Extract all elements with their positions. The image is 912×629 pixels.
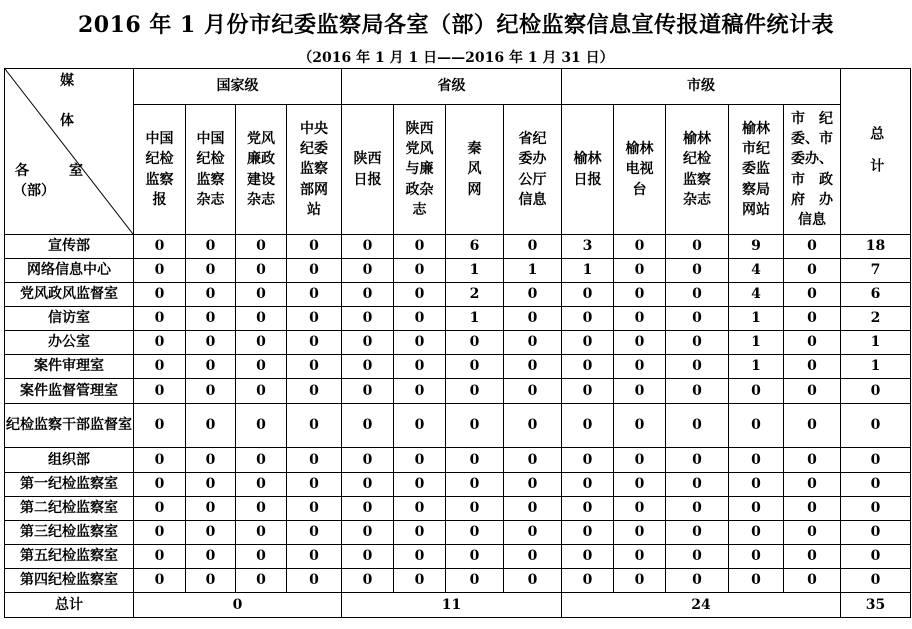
count-cell: 0 — [614, 331, 666, 355]
count-cell: 0 — [729, 404, 784, 448]
department-name: 党风政风监督室 — [5, 283, 134, 307]
count-cell: 1 — [729, 331, 784, 355]
media-header-label: 省纪 委办 公厅 信息 — [518, 130, 547, 208]
row-total: 0 — [841, 448, 911, 473]
table-title: 2016 年 1 月份市纪委监察局各室（部）纪检监察信息宣传报道稿件统计表 — [77, 12, 835, 38]
count-cell: 0 — [562, 569, 614, 593]
count-cell: 0 — [134, 497, 186, 521]
count-cell: 0 — [729, 497, 784, 521]
count-cell: 0 — [236, 404, 287, 448]
count-cell: 0 — [784, 283, 841, 307]
count-cell: 0 — [446, 355, 504, 379]
count-cell: 0 — [342, 235, 394, 259]
corner-media: 媒 — [60, 73, 74, 89]
media-header — [446, 105, 504, 235]
count-cell: 0 — [729, 448, 784, 473]
table-row — [5, 259, 911, 283]
count-cell: 0 — [666, 379, 729, 404]
count-cell: 0 — [186, 545, 236, 569]
count-cell: 0 — [504, 569, 562, 593]
media-header — [784, 105, 841, 235]
count-cell: 0 — [134, 355, 186, 379]
group-national: 国家级 — [134, 69, 342, 105]
table-row — [5, 448, 911, 473]
count-cell: 0 — [784, 355, 841, 379]
corner-bu: （部） — [13, 183, 55, 199]
count-cell: 0 — [134, 379, 186, 404]
count-cell: 0 — [287, 379, 342, 404]
count-cell: 0 — [446, 404, 504, 448]
count-cell: 0 — [614, 545, 666, 569]
count-cell: 0 — [287, 331, 342, 355]
count-cell: 1 — [729, 307, 784, 331]
count-cell: 0 — [287, 473, 342, 497]
count-cell: 0 — [134, 521, 186, 545]
count-cell: 0 — [614, 379, 666, 404]
media-header-label: 中央 纪委 监察 部网 站 — [300, 120, 328, 218]
count-cell: 0 — [666, 545, 729, 569]
count-cell: 0 — [446, 521, 504, 545]
count-cell: 0 — [134, 473, 186, 497]
count-cell: 0 — [784, 379, 841, 404]
count-cell: 1 — [562, 259, 614, 283]
count-cell: 0 — [562, 283, 614, 307]
total-header — [841, 69, 911, 235]
count-cell: 0 — [784, 404, 841, 448]
row-total: 0 — [841, 473, 911, 497]
row-total: 18 — [841, 235, 911, 259]
count-cell: 0 — [614, 355, 666, 379]
count-cell: 0 — [562, 379, 614, 404]
count-cell: 0 — [729, 521, 784, 545]
group-provincial: 省级 — [342, 69, 562, 105]
table-row — [5, 307, 911, 331]
count-cell: 0 — [666, 521, 729, 545]
count-cell: 0 — [236, 235, 287, 259]
count-cell: 0 — [236, 379, 287, 404]
table-row — [5, 331, 911, 355]
table-row — [5, 404, 911, 448]
count-cell: 0 — [287, 235, 342, 259]
summary-provincial: 11 — [342, 593, 562, 618]
media-header — [614, 105, 666, 235]
summary-total: 35 — [841, 593, 911, 618]
count-cell: 0 — [784, 473, 841, 497]
count-cell: 0 — [134, 283, 186, 307]
count-cell: 0 — [504, 283, 562, 307]
count-cell: 0 — [342, 404, 394, 448]
count-cell: 0 — [394, 569, 446, 593]
count-cell: 0 — [394, 235, 446, 259]
row-total: 0 — [841, 569, 911, 593]
count-cell: 0 — [504, 448, 562, 473]
count-cell: 0 — [236, 307, 287, 331]
department-name: 办公室 — [5, 331, 134, 355]
media-header — [287, 105, 342, 235]
count-cell: 3 — [562, 235, 614, 259]
count-cell: 0 — [614, 569, 666, 593]
count-cell: 1 — [729, 355, 784, 379]
count-cell: 0 — [186, 473, 236, 497]
count-cell: 0 — [666, 283, 729, 307]
department-name: 宣传部 — [5, 235, 134, 259]
count-cell: 0 — [342, 259, 394, 283]
count-cell: 0 — [666, 307, 729, 331]
count-cell: 0 — [784, 448, 841, 473]
media-header — [504, 105, 562, 235]
count-cell: 0 — [342, 473, 394, 497]
count-cell: 0 — [784, 259, 841, 283]
summary-label: 总计 — [5, 593, 134, 618]
count-cell: 9 — [729, 235, 784, 259]
count-cell: 0 — [562, 355, 614, 379]
count-cell: 6 — [446, 235, 504, 259]
count-cell: 0 — [614, 448, 666, 473]
count-cell: 0 — [504, 521, 562, 545]
count-cell: 0 — [236, 521, 287, 545]
media-header — [342, 105, 394, 235]
count-cell: 0 — [186, 379, 236, 404]
count-cell: 0 — [186, 569, 236, 593]
department-name: 案件审理室 — [5, 355, 134, 379]
count-cell: 0 — [342, 521, 394, 545]
count-cell: 1 — [504, 259, 562, 283]
count-cell: 0 — [134, 259, 186, 283]
count-cell: 0 — [394, 259, 446, 283]
count-cell: 0 — [666, 569, 729, 593]
row-total: 2 — [841, 307, 911, 331]
count-cell: 0 — [236, 545, 287, 569]
count-cell: 0 — [446, 331, 504, 355]
count-cell: 0 — [236, 283, 287, 307]
count-cell: 0 — [394, 331, 446, 355]
count-cell: 0 — [504, 545, 562, 569]
count-cell: 0 — [134, 404, 186, 448]
corner-shi: 室 — [69, 163, 83, 179]
count-cell: 0 — [394, 448, 446, 473]
count-cell: 0 — [186, 259, 236, 283]
count-cell: 0 — [666, 448, 729, 473]
department-name: 纪检监察干部监督室 — [5, 404, 134, 448]
count-cell: 0 — [504, 404, 562, 448]
count-cell: 0 — [729, 473, 784, 497]
count-cell: 0 — [394, 521, 446, 545]
count-cell: 0 — [186, 521, 236, 545]
department-name: 信访室 — [5, 307, 134, 331]
department-name: 第四纪检监察室 — [5, 569, 134, 593]
count-cell: 0 — [729, 379, 784, 404]
count-cell: 0 — [784, 521, 841, 545]
count-cell: 1 — [446, 307, 504, 331]
count-cell: 0 — [134, 307, 186, 331]
department-name: 第五纪检监察室 — [5, 545, 134, 569]
count-cell: 0 — [614, 497, 666, 521]
count-cell: 0 — [287, 307, 342, 331]
date-range: （2016 年 1 月 1 日——2016 年 1 月 31 日） — [298, 50, 614, 66]
count-cell: 0 — [614, 473, 666, 497]
count-cell: 0 — [784, 235, 841, 259]
count-cell: 0 — [394, 497, 446, 521]
count-cell: 0 — [186, 307, 236, 331]
media-header — [666, 105, 729, 235]
count-cell: 0 — [236, 331, 287, 355]
count-cell: 0 — [342, 379, 394, 404]
count-cell: 0 — [562, 521, 614, 545]
count-cell: 0 — [342, 283, 394, 307]
count-cell: 0 — [134, 569, 186, 593]
count-cell: 0 — [342, 497, 394, 521]
media-header — [236, 105, 287, 235]
media-header — [729, 105, 784, 235]
table-row — [5, 545, 911, 569]
media-header — [562, 105, 614, 235]
count-cell: 0 — [666, 404, 729, 448]
count-cell: 0 — [666, 355, 729, 379]
media-header-label: 陕西 党风 与廉 政杂 志 — [405, 120, 434, 218]
count-cell: 0 — [287, 283, 342, 307]
count-cell: 0 — [186, 448, 236, 473]
count-cell: 0 — [186, 331, 236, 355]
count-cell: 0 — [394, 473, 446, 497]
department-name: 第一纪检监察室 — [5, 473, 134, 497]
count-cell: 0 — [186, 404, 236, 448]
count-cell: 0 — [784, 569, 841, 593]
media-header-label: 榆林 日报 — [573, 151, 602, 188]
count-cell: 0 — [236, 473, 287, 497]
count-cell: 0 — [287, 521, 342, 545]
row-total: 0 — [841, 497, 911, 521]
count-cell: 0 — [562, 404, 614, 448]
media-header-label: 党风 廉政 建设 杂志 — [247, 130, 275, 208]
department-name: 案件监督管理室 — [5, 379, 134, 404]
count-cell: 1 — [446, 259, 504, 283]
count-cell: 0 — [504, 379, 562, 404]
media-header-label: 榆林 电视 台 — [625, 141, 654, 198]
count-cell: 0 — [666, 497, 729, 521]
count-cell: 0 — [236, 259, 287, 283]
count-cell: 0 — [236, 448, 287, 473]
count-cell: 0 — [666, 473, 729, 497]
media-header-label: 市 纪 委、市 委办、 市 政 府 办 信息 — [791, 110, 833, 229]
table-row — [5, 235, 911, 259]
media-header — [186, 105, 236, 235]
department-name: 组织部 — [5, 448, 134, 473]
group-city: 市级 — [562, 69, 841, 105]
media-header-label: 榆林 市纪 委监 察局 网站 — [742, 120, 770, 218]
count-cell: 0 — [562, 307, 614, 331]
count-cell: 0 — [784, 307, 841, 331]
count-cell: 0 — [446, 379, 504, 404]
total-header-label: 总 计 — [868, 125, 885, 173]
count-cell: 0 — [784, 331, 841, 355]
row-total: 7 — [841, 259, 911, 283]
count-cell: 0 — [342, 331, 394, 355]
count-cell: 0 — [134, 235, 186, 259]
count-cell: 0 — [236, 569, 287, 593]
count-cell: 0 — [342, 355, 394, 379]
count-cell: 0 — [394, 379, 446, 404]
summary-national: 0 — [134, 593, 342, 618]
count-cell: 0 — [666, 235, 729, 259]
count-cell: 0 — [784, 497, 841, 521]
count-cell: 0 — [446, 497, 504, 521]
count-cell: 0 — [342, 307, 394, 331]
table-row — [5, 521, 911, 545]
summary-city: 24 — [562, 593, 841, 618]
count-cell: 0 — [614, 235, 666, 259]
count-cell: 0 — [186, 283, 236, 307]
count-cell: 0 — [134, 448, 186, 473]
media-header — [394, 105, 446, 235]
count-cell: 0 — [287, 355, 342, 379]
count-cell: 0 — [504, 473, 562, 497]
media-header-label: 中国 纪检 监察 杂志 — [196, 130, 225, 208]
row-total: 1 — [841, 331, 911, 355]
media-header-label: 陕西 日报 — [353, 151, 382, 188]
row-total: 0 — [841, 545, 911, 569]
department-name: 第二纪检监察室 — [5, 497, 134, 521]
count-cell: 0 — [562, 331, 614, 355]
count-cell: 4 — [729, 259, 784, 283]
count-cell: 0 — [504, 355, 562, 379]
count-cell: 0 — [614, 404, 666, 448]
table-row — [5, 379, 911, 404]
diagonal-line — [5, 69, 133, 234]
corner-ti: 体 — [60, 113, 74, 129]
media-header-label: 榆林 纪检 监察 杂志 — [683, 130, 711, 208]
count-cell: 0 — [729, 569, 784, 593]
count-cell: 0 — [504, 307, 562, 331]
count-cell: 0 — [342, 545, 394, 569]
count-cell: 0 — [784, 545, 841, 569]
stats-table — [4, 68, 911, 618]
count-cell: 0 — [342, 448, 394, 473]
count-cell: 0 — [446, 473, 504, 497]
row-total: 0 — [841, 521, 911, 545]
count-cell: 0 — [666, 331, 729, 355]
count-cell: 0 — [134, 331, 186, 355]
count-cell: 0 — [394, 307, 446, 331]
count-cell: 0 — [394, 355, 446, 379]
count-cell: 0 — [562, 545, 614, 569]
count-cell: 0 — [287, 545, 342, 569]
media-header-label: 中国 纪检 监察 报 — [145, 130, 174, 208]
count-cell: 0 — [504, 331, 562, 355]
table-row — [5, 355, 911, 379]
table-row — [5, 569, 911, 593]
department-name: 网络信息中心 — [5, 259, 134, 283]
table-row — [5, 473, 911, 497]
media-header — [134, 105, 186, 235]
count-cell: 0 — [446, 569, 504, 593]
row-total: 0 — [841, 404, 911, 448]
count-cell: 0 — [394, 404, 446, 448]
table-row — [5, 283, 911, 307]
count-cell: 0 — [394, 545, 446, 569]
count-cell: 0 — [614, 521, 666, 545]
count-cell: 2 — [446, 283, 504, 307]
count-cell: 0 — [562, 448, 614, 473]
count-cell: 4 — [729, 283, 784, 307]
count-cell: 0 — [614, 283, 666, 307]
media-header-label: 秦 风 网 — [467, 141, 482, 198]
count-cell: 0 — [446, 545, 504, 569]
table-row — [5, 497, 911, 521]
count-cell: 0 — [614, 259, 666, 283]
count-cell: 0 — [562, 473, 614, 497]
count-cell: 0 — [287, 259, 342, 283]
count-cell: 0 — [666, 259, 729, 283]
count-cell: 0 — [614, 307, 666, 331]
count-cell: 0 — [394, 283, 446, 307]
count-cell: 0 — [186, 497, 236, 521]
department-name: 第三纪检监察室 — [5, 521, 134, 545]
count-cell: 0 — [236, 497, 287, 521]
count-cell: 0 — [287, 448, 342, 473]
summary-row — [5, 593, 911, 618]
count-cell: 0 — [287, 404, 342, 448]
row-total: 0 — [841, 379, 911, 404]
corner-ge: 各 — [15, 163, 29, 179]
count-cell: 0 — [504, 497, 562, 521]
count-cell: 0 — [504, 235, 562, 259]
count-cell: 0 — [729, 545, 784, 569]
row-total: 1 — [841, 355, 911, 379]
count-cell: 0 — [562, 497, 614, 521]
row-total: 6 — [841, 283, 911, 307]
count-cell: 0 — [186, 355, 236, 379]
count-cell: 0 — [446, 448, 504, 473]
count-cell: 0 — [134, 545, 186, 569]
count-cell: 0 — [287, 497, 342, 521]
count-cell: 0 — [287, 569, 342, 593]
count-cell: 0 — [236, 355, 287, 379]
corner-header — [5, 69, 134, 235]
count-cell: 0 — [342, 569, 394, 593]
count-cell: 0 — [186, 235, 236, 259]
